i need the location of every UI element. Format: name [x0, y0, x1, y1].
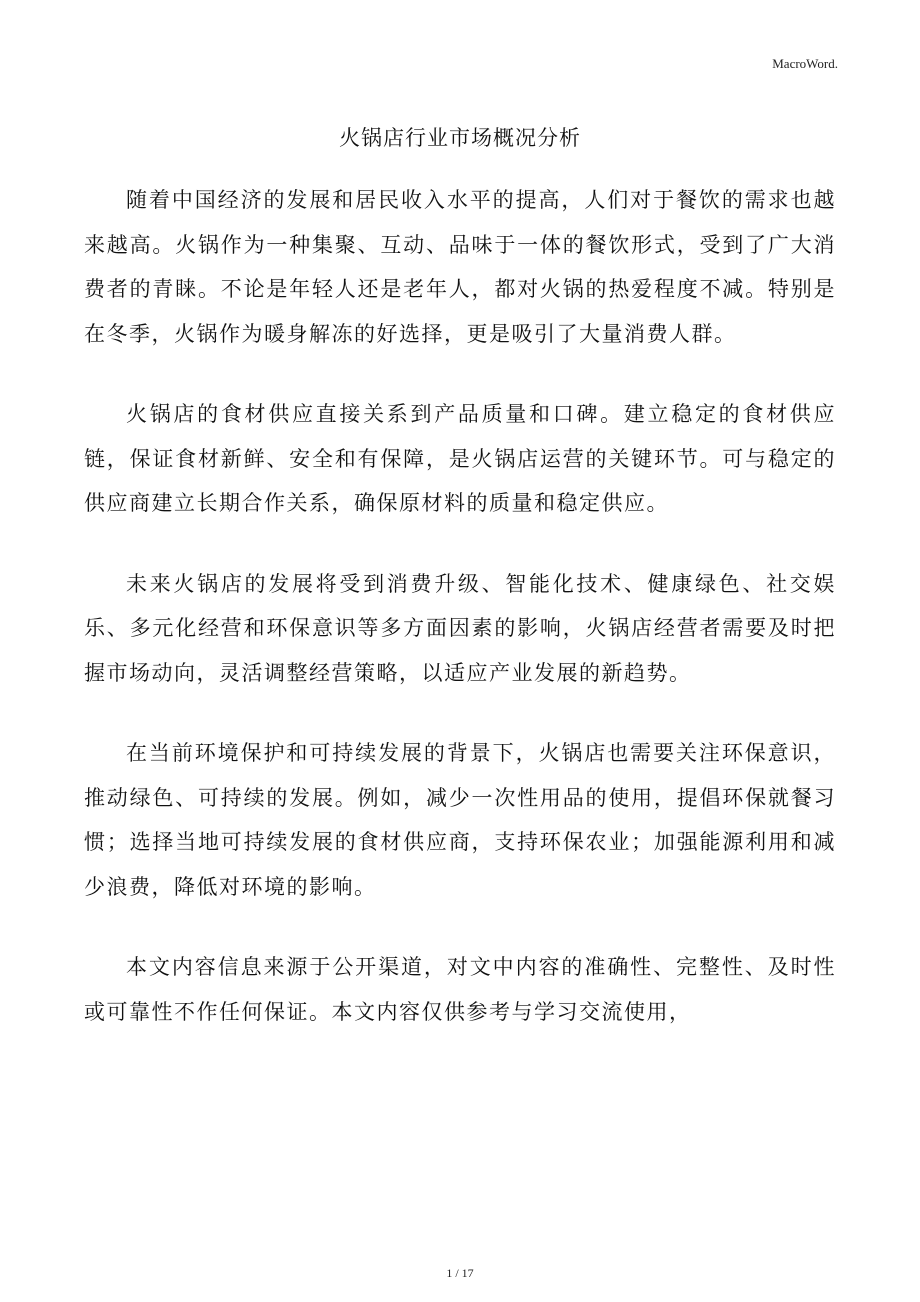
paragraph: 随着中国经济的发展和居民收入水平的提高，人们对于餐饮的需求也越来越高。火锅作为一种集聚、互动、品味于一体的餐饮形式，受到了广大消费者的青睐。不论是年轻人还是老年人，都对火锅的热爱程度不减。特别是在冬季，火锅作为暖身解冻的好选择，更是吸引了大量消费人群。 — [84, 188, 836, 346]
page-number: 1 / 17 — [446, 1266, 474, 1280]
document-title: 火锅店行业市场概况分析 — [339, 126, 581, 150]
header-brand: MacroWord. — [772, 56, 838, 71]
paragraph: 本文内容信息来源于公开渠道，对文中内容的准确性、完整性、及时性或可靠性不作任何保证。本文内容仅供参考与学习交流使用， — [84, 955, 836, 1024]
paragraph: 未来火锅店的发展将受到消费升级、智能化技术、健康绿色、社交娱乐、多元化经营和环保意识等多方面因素的影响，火锅店经营者需要及时把握市场动向，灵活调整经营策略，以适应产业发展的新趋势。 — [84, 571, 836, 685]
paragraph: 在当前环境保护和可持续发展的背景下，火锅店也需要关注环保意识，推动绿色、可持续的发展。例如，减少一次性用品的使用，提倡环保就餐习惯；选择当地可持续发展的食材供应商，支持环保农业；加强能源利用和减少浪费，降低对环境的影响。 — [84, 741, 836, 899]
document-body — [84, 178, 836, 1070]
paragraph: 火锅店的食材供应直接关系到产品质量和口碑。建立稳定的食材供应链，保证食材新鲜、安全和有保障，是火锅店运营的关键环节。可与稳定的供应商建立长期合作关系，确保原材料的质量和稳定供应。 — [84, 402, 836, 515]
